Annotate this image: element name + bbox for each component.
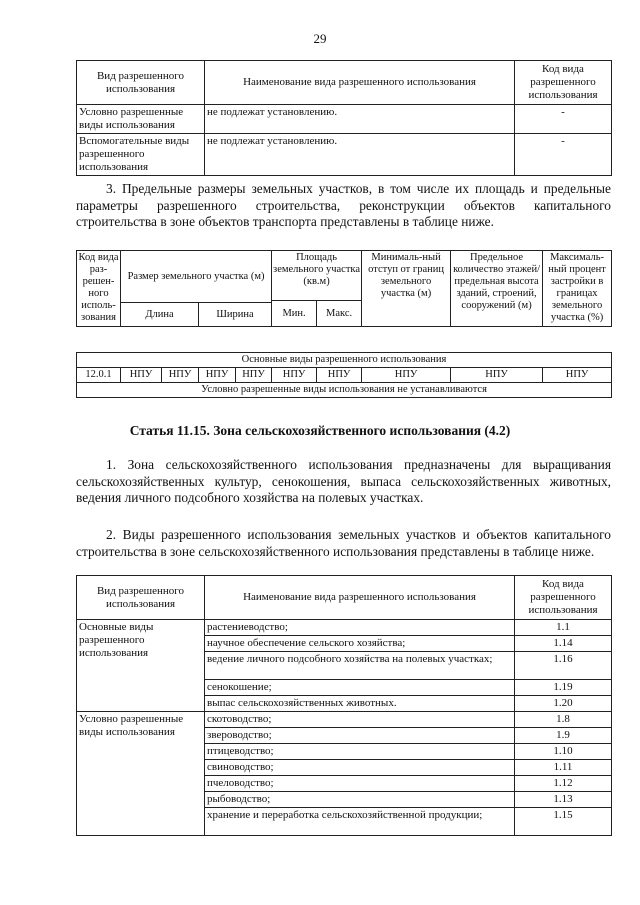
use-code: 1.10 [515,744,612,760]
header-area: Площадь земельного участка (кв.м) [272,251,362,301]
article-heading: Статья 11.15. Зона сельскохозяйственного использования (4.2) [129,423,511,438]
use-name: свиноводство; [205,760,515,776]
header-use-code: Код вида разрешенного использования [515,576,612,620]
group-conditional: Условно разрешенные виды использования [77,712,205,836]
paragraph-2: 2. Виды разрешенного использования земельных участков и объектов капитального строительства в зоне сельскохозяйственного использования представлены в таблице ниже. [76,527,611,559]
row-name: не подлежат установлению. [205,105,515,134]
use-code: 1.12 [515,776,612,792]
group-main: Основные виды разрешенного использования [77,620,205,712]
header-use-code: Код вида разрешенного использования [515,61,612,105]
header-area-min: Мин. [272,301,317,327]
use-code: 1.20 [515,696,612,712]
use-code: 1.15 [515,808,612,836]
page-number: 29 [313,31,327,46]
header-use-name: Наименование вида разрешенного использования [205,576,515,620]
use-name: научное обеспечение сельского хозяйства; [205,636,515,652]
cell-area-max: НПУ [317,368,362,383]
use-name: растениеводство; [205,620,515,636]
use-name: хранение и переработка сельскохозяйственной продукции; [205,808,515,836]
header-percent: Максималь-ный процент застройки в границах земельного участка (%) [543,251,612,327]
cell-code: 12.0.1 [77,368,121,383]
use-name: пчеловодство; [205,776,515,792]
row-code: - [515,105,612,134]
cell-area-min: НПУ [272,368,317,383]
section-conditional: Условно разрешенные виды использования не устанавливаются [77,383,612,398]
header-use-type: Вид разрешенного использования [77,61,205,105]
header-size: Размер земельного участка (м) [121,251,272,303]
use-code: 1.11 [515,760,612,776]
use-name: птицеводство; [205,744,515,760]
row-name: не подлежат установлению. [205,134,515,176]
use-code: 1.13 [515,792,612,808]
use-code: 1.14 [515,636,612,652]
header-use-type: Вид разрешенного использования [77,576,205,620]
cell-width-max: НПУ [236,368,272,383]
use-name: рыбоводство; [205,792,515,808]
use-name: ведение личного подсобного хозяйства на полевых участках; [205,652,515,680]
permitted-use-table-agricultural [76,575,612,836]
row-code: - [515,134,612,176]
limit-parameters-table [76,250,612,398]
cell-setback: НПУ [362,368,451,383]
use-name: выпас сельскохозяйственных животных. [205,696,515,712]
use-code: 1.16 [515,652,612,680]
row-type: Условно разрешенные виды использования [77,105,205,134]
header-code: Код вида раз-решен-ного исполь-зования [77,251,121,327]
use-code: 1.1 [515,620,612,636]
header-use-name: Наименование вида разрешенного использования [205,61,515,105]
header-floors: Предельное количество этажей/ предельная высота зданий, строений, сооружений (м) [451,251,543,327]
cell-length-min: НПУ [121,368,162,383]
use-code: 1.8 [515,712,612,728]
cell-length-max: НПУ [162,368,199,383]
permitted-use-table-transport [76,60,612,176]
paragraph-1: 1. Зона сельскохозяйственного использования предназначены для выращивания сельскохозяйственных культур, сенокошения, выпаса сельскохозяйственных животных, ведения личного подсобного хозяйства на полевых участках. [76,457,611,505]
use-name: сенокошение; [205,680,515,696]
paragraph-3: 3. Предельные размеры земельных участков, в том числе их площадь и предельные параметры разрешенного строительства, реконструкции объектов капитального строительства в зоне объектов транспорта представлены в таблице ниже. [76,181,611,229]
header-setback: Минималь-ный отступ от границ земельного участка (м) [362,251,451,327]
cell-width-min: НПУ [199,368,236,383]
header-width: Ширина [199,303,272,327]
cell-floors: НПУ [451,368,543,383]
row-type: Вспомогательные виды разрешенного использования [77,134,205,176]
use-name: скотоводство; [205,712,515,728]
cell-percent: НПУ [543,368,612,383]
use-code: 1.19 [515,680,612,696]
section-main: Основные виды разрешенного использования [77,353,612,368]
use-code: 1.9 [515,728,612,744]
header-length: Длина [121,303,199,327]
header-area-max: Макс. [317,301,362,327]
use-name: звероводство; [205,728,515,744]
